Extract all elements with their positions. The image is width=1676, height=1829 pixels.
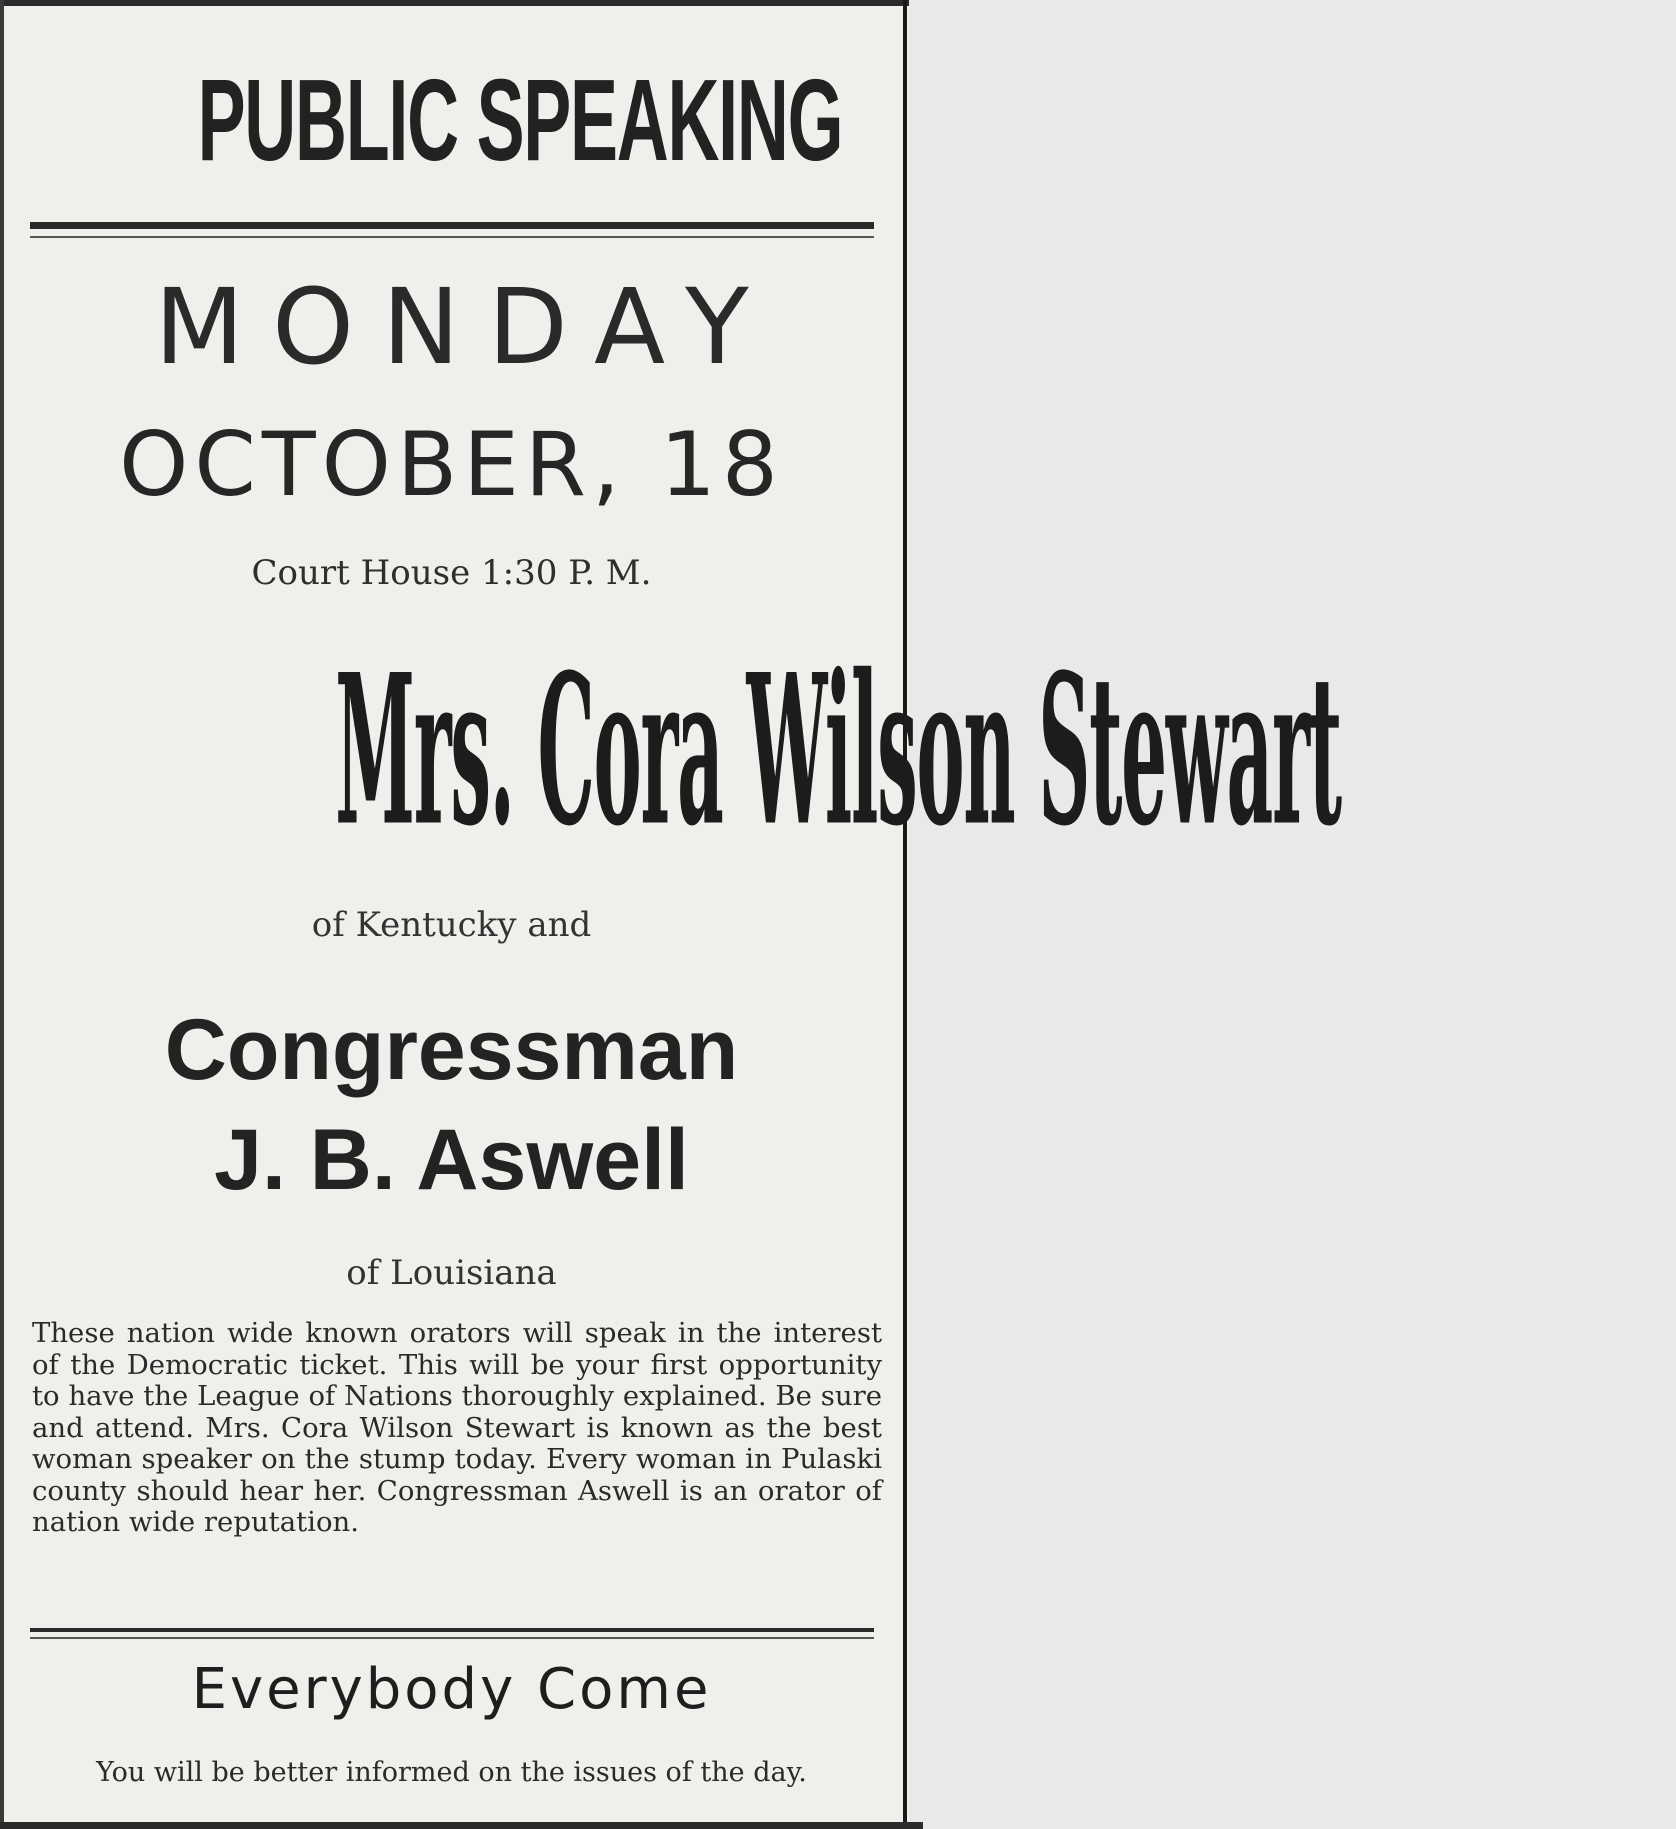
- event-day: MONDAY: [154, 266, 777, 388]
- headline-text: PUBLIC SPEAKING: [197, 55, 843, 185]
- speaker-two-name: J. B. Aswell: [214, 1112, 689, 1208]
- speaker-one-name-text: Mrs. Cora Wilson Stewart: [335, 629, 1341, 873]
- speaker-one-origin: of Kentucky and: [311, 905, 592, 945]
- border-top: [0, 0, 923, 6]
- rule-bottom-thick: [30, 1628, 874, 1632]
- speaker-two-title: Congressman: [164, 1002, 739, 1098]
- speaker-one-name: [0, 622, 1341, 882]
- closing-line: You will be better informed on the issues of the day.: [96, 1757, 807, 1788]
- border-bottom: [0, 1822, 923, 1829]
- body-paragraph: These nation wide known orators will speak in the interest of the Democratic ticket. This will be your first opportunity to have the League of Nations thoroughly explained. Be sure and attend. Mrs. Cora Wilson Stewart is known as the best woman speaker on the stump today. Every woman in Pulaski county should hear her. Congressman Aswell is an orator of nation wide reputation.: [32, 1317, 882, 1538]
- event-place-time: Court House 1:30 P. M.: [251, 553, 652, 593]
- rule-bottom-thin: [30, 1637, 874, 1639]
- speaker-two-origin: of Louisiana: [346, 1253, 557, 1293]
- headline: [0, 20, 903, 220]
- event-date: OCTOBER, 18: [119, 413, 784, 516]
- rule-top-thick: [30, 222, 874, 229]
- closing-headline: Everybody Come: [191, 1657, 712, 1722]
- rule-top-thin: [30, 236, 874, 238]
